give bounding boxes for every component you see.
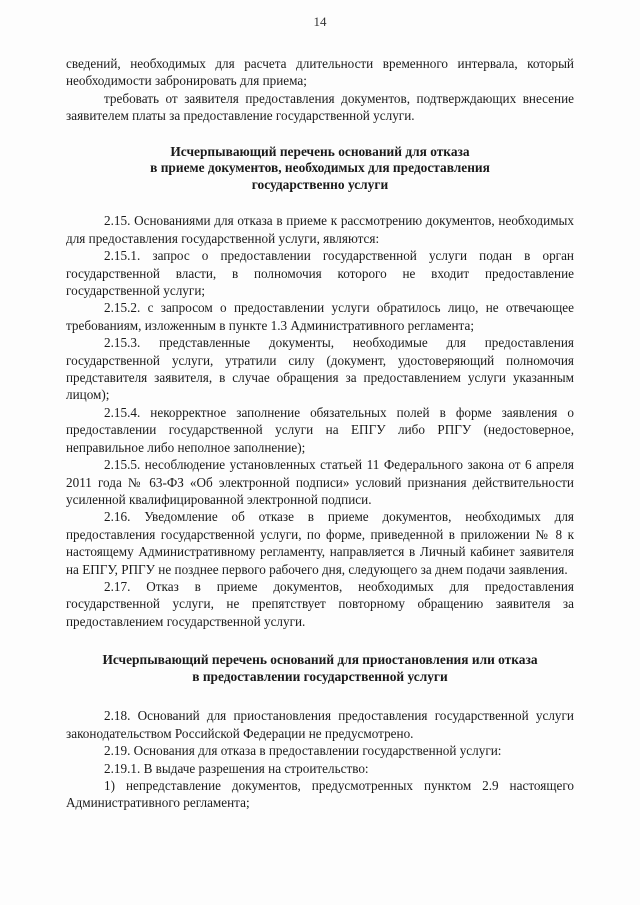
paragraph-2-17: 2.17. Отказ в приеме документов, необходимых для предоставления государственной услуги, не препятствует повторному обращению заявителя за предоставлением государственной услуги. <box>66 578 574 629</box>
section-heading-suspension-refusal <box>66 652 574 685</box>
paragraph-2-15-2: 2.15.2. с запросом о предоставлении услуги обратилось лицо, не отвечающее требованиям, изложенным в пункте 1.3 Административного регламента; <box>66 300 574 333</box>
paragraph-continuation: сведений, необходимых для расчета длительности временного интервала, который необходимости забронировать для приема; <box>66 56 574 89</box>
section-heading-refusal-acceptance <box>66 144 574 194</box>
heading-line: государственно услуги <box>251 176 389 192</box>
paragraph-2-19-1: 2.19.1. В выдаче разрешения на строительство: <box>104 760 369 776</box>
document-body <box>66 55 574 812</box>
paragraph-2-15: 2.15. Основаниями для отказа в приеме к рассмотрению документов, необходимых для предоставления государственной услуги, являются: <box>66 213 574 246</box>
heading-line: в приеме документов, необходимых для предоставления <box>150 160 490 176</box>
paragraph-fee-documents: требовать от заявителя предоставления документов, подтверждающих внесение заявителем платы за предоставление государственной услуги. <box>66 90 574 124</box>
paragraph-2-15-3: 2.15.3. представленные документы, необходимые для предоставления государственной услуги, утратили силу (документ, удостоверяющий полномочия представителя заявителя, в случае обращения за предоставлением услуги указанным лицом); <box>66 335 574 403</box>
heading-line: в предоставлении государственной услуги <box>192 668 448 684</box>
heading-line: Исчерпывающий перечень оснований для отказа <box>170 143 470 159</box>
paragraph-2-15-1: 2.15.1. запрос о предоставлении государственной услуги подан в орган государственной власти, в полномочия которого не входит предоставление государственной услуги; <box>66 248 574 299</box>
paragraph-2-16: 2.16. Уведомление об отказе в приеме документов, необходимых для предоставления государственной услуги, по форме, приведенной в приложении № 8 к настоящему Административному регламенту, направляется в Личный кабинет заявителя на ЕПГУ, РПГУ не позднее первого рабочего дня, следующего за днем подачи заявления. <box>66 509 574 577</box>
paragraph-2-18: 2.18. Оснований для приостановления предоставления государственной услуги законодательством Российской Федерации не предусмотрено. <box>66 708 574 741</box>
heading-line: Исчерпывающий перечень оснований для приостановления или отказа <box>102 652 538 668</box>
paragraph-2-19: 2.19. Основания для отказа в предоставлении государственной услуги: <box>104 743 502 759</box>
paragraph-2-15-4: 2.15.4. некорректное заполнение обязательных полей в форме заявления о предоставлении государственной услуги на ЕПГУ либо РПГУ (недостоверное, неправильное либо неполное заполнение); <box>66 404 574 455</box>
paragraph-2-15-5: 2.15.5. несоблюдение установленных статьей 11 Федерального закона от 6 апреля 2011 года № 63-ФЗ «Об электронной подписи» условий признания действительности усиленной квалифицированной электронной подписи. <box>66 457 574 507</box>
page-number: 14 <box>313 14 327 29</box>
paragraph-item-1: 1) непредставление документов, предусмотренных пунктом 2.9 настоящего Административного регламента; <box>66 777 574 811</box>
